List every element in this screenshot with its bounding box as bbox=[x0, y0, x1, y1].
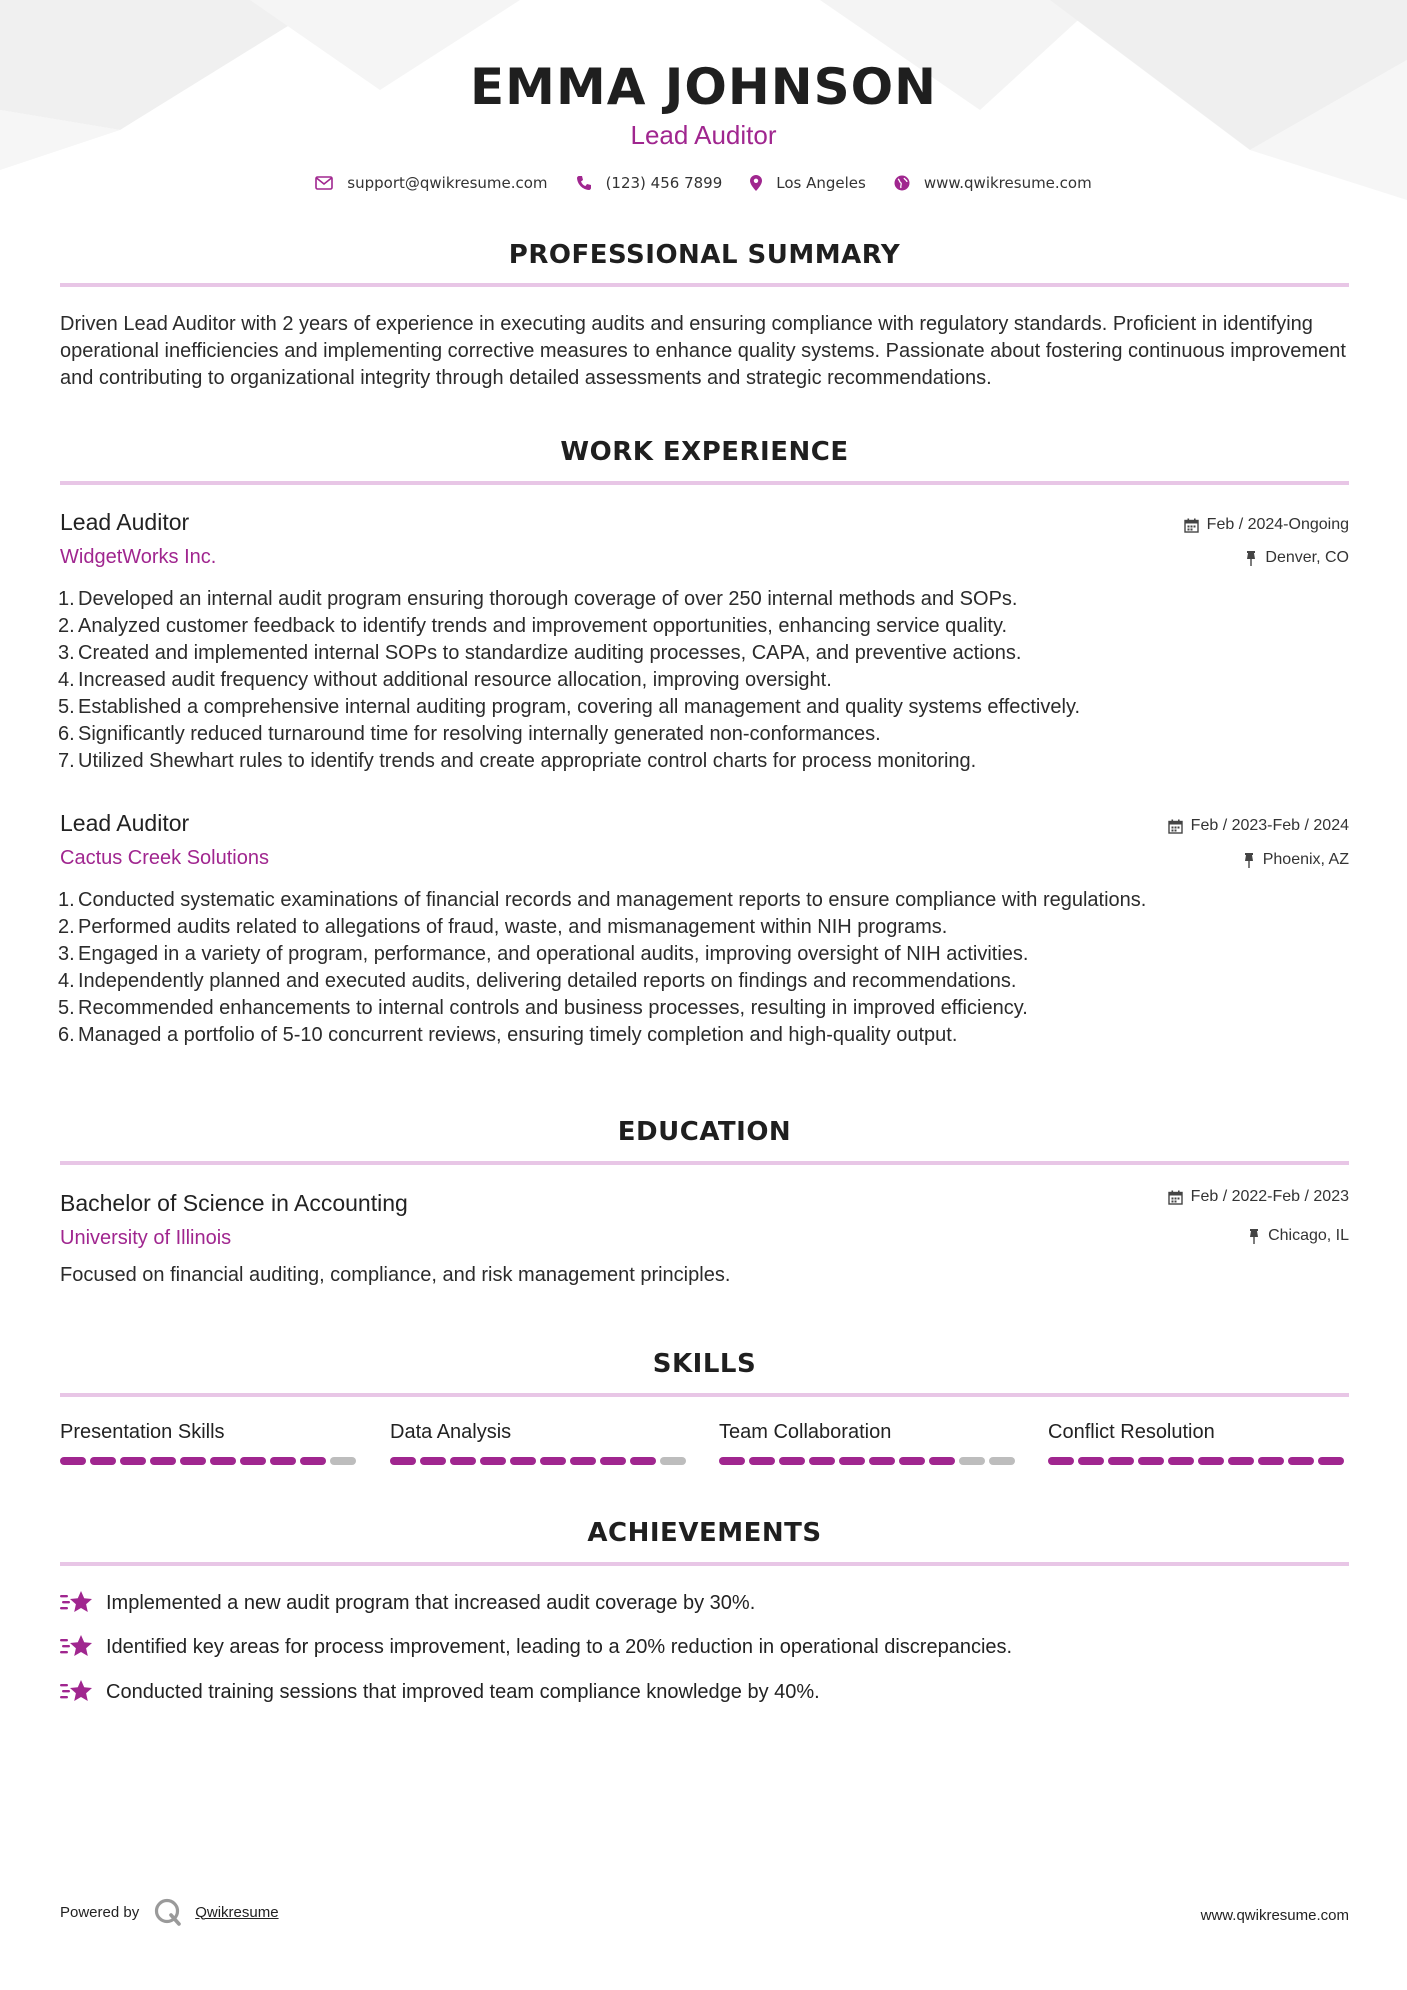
achievement-item bbox=[60, 1679, 820, 1705]
pin-icon bbox=[1243, 853, 1255, 868]
shooting-star-icon bbox=[60, 1679, 94, 1705]
skill-segment-filled bbox=[779, 1457, 805, 1465]
skill-segment-filled bbox=[929, 1457, 955, 1465]
skill-segment-filled bbox=[1318, 1457, 1344, 1465]
job-bullet-list bbox=[58, 887, 1348, 1049]
list-item: 4. Independently planned and executed audits, delivering detailed reports on findings and recommendations. bbox=[58, 970, 1017, 992]
skill-level-bar bbox=[390, 1457, 690, 1465]
education-dates bbox=[1168, 1188, 1349, 1206]
shooting-star-icon bbox=[60, 1634, 94, 1660]
skill-segment-filled bbox=[180, 1457, 206, 1465]
shooting-star-icon bbox=[60, 1590, 94, 1616]
skill-segment-filled bbox=[719, 1457, 745, 1465]
contact-website[interactable] bbox=[894, 174, 1092, 192]
job-title: Lead Auditor bbox=[60, 810, 190, 836]
phone-icon bbox=[576, 175, 592, 191]
skill-name: Data Analysis bbox=[390, 1421, 512, 1443]
skill-item bbox=[719, 1421, 1019, 1465]
qwikresume-link[interactable]: Qwikresume bbox=[195, 1903, 279, 1921]
skill-segment-filled bbox=[600, 1457, 626, 1465]
list-item: 1. Developed an internal audit program ensuring thorough coverage of over 250 internal methods and SOPs. bbox=[58, 588, 1018, 610]
footer-powered-by bbox=[60, 1897, 279, 1927]
list-item: 6. Managed a portfolio of 5-10 concurrent reviews, ensuring timely completion and high-quality output. bbox=[58, 1024, 958, 1046]
calendar-icon bbox=[1168, 819, 1183, 834]
contact-phone-text: (123) 456 7899 bbox=[605, 174, 723, 192]
globe-icon bbox=[894, 175, 910, 191]
list-item: 4. Increased audit frequency without additional resource allocation, improving oversight. bbox=[58, 669, 832, 691]
candidate-name: EMMA JOHNSON bbox=[470, 58, 937, 116]
contact-location-text: Los Angeles bbox=[776, 174, 866, 192]
education-dates-text: Feb / 2022-Feb / 2023 bbox=[1190, 1188, 1349, 1205]
contact-location bbox=[750, 174, 866, 192]
skill-segment-filled bbox=[450, 1457, 476, 1465]
skill-segment-filled bbox=[120, 1457, 146, 1465]
skill-segment-filled bbox=[150, 1457, 176, 1465]
envelope-icon bbox=[315, 176, 333, 190]
job-dates bbox=[1184, 516, 1349, 534]
footer-website[interactable]: www.qwikresume.com bbox=[1200, 1907, 1349, 1924]
achievements-divider bbox=[60, 1562, 1349, 1566]
skill-item bbox=[390, 1421, 690, 1465]
skill-segment-filled bbox=[1228, 1457, 1254, 1465]
list-item: 5. Recommended enhancements to internal controls and business processes, resulting in improved efficiency. bbox=[58, 997, 1028, 1019]
skill-segment-filled bbox=[1168, 1457, 1194, 1465]
skill-segment-filled bbox=[1288, 1457, 1314, 1465]
skill-segment-filled bbox=[1258, 1457, 1284, 1465]
skill-segment-filled bbox=[60, 1457, 86, 1465]
school-name: University of Illinois bbox=[60, 1227, 232, 1249]
job-bullet-list bbox=[58, 586, 1348, 775]
skill-segment-empty bbox=[330, 1457, 356, 1465]
job-dates-text: Feb / 2024-Ongoing bbox=[1206, 516, 1349, 533]
job-dates bbox=[1168, 817, 1349, 835]
skills-divider bbox=[60, 1393, 1349, 1397]
company-name: Cactus Creek Solutions bbox=[60, 847, 269, 869]
education-divider bbox=[60, 1161, 1349, 1165]
education-location bbox=[1248, 1227, 1349, 1245]
candidate-title: Lead Auditor bbox=[630, 120, 777, 150]
skill-segment-filled bbox=[630, 1457, 656, 1465]
skill-segment-filled bbox=[570, 1457, 596, 1465]
achievement-item bbox=[60, 1590, 755, 1616]
achievements-heading: ACHIEVEMENTS bbox=[587, 1518, 822, 1548]
skill-segment-filled bbox=[809, 1457, 835, 1465]
contact-bar bbox=[0, 174, 1407, 192]
skill-segment-filled bbox=[869, 1457, 895, 1465]
list-item: 7. Utilized Shewhart rules to identify trends and create appropriate control charts for process monitoring. bbox=[58, 750, 977, 772]
skill-segment-filled bbox=[480, 1457, 506, 1465]
map-marker-icon bbox=[750, 175, 762, 191]
skill-item bbox=[1048, 1421, 1348, 1465]
skill-segment-filled bbox=[1048, 1457, 1074, 1465]
job-location-text: Denver, CO bbox=[1265, 549, 1349, 566]
skill-item bbox=[60, 1421, 360, 1465]
pin-icon bbox=[1245, 551, 1257, 566]
list-item: 3. Engaged in a variety of program, performance, and operational audits, improving oversight of NIH activities. bbox=[58, 943, 1029, 965]
skill-segment-filled bbox=[240, 1457, 266, 1465]
list-item: 2. Performed audits related to allegations of fraud, waste, and mismanagement within NIH programs. bbox=[58, 916, 948, 938]
contact-website-text: www.qwikresume.com bbox=[923, 174, 1092, 192]
skill-segment-filled bbox=[899, 1457, 925, 1465]
skills-heading: SKILLS bbox=[652, 1349, 757, 1379]
qwikresume-logo-icon bbox=[153, 1897, 183, 1927]
skill-segment-filled bbox=[390, 1457, 416, 1465]
skill-segment-filled bbox=[420, 1457, 446, 1465]
skill-segment-filled bbox=[510, 1457, 536, 1465]
experience-divider bbox=[60, 481, 1349, 485]
education-heading: EDUCATION bbox=[617, 1117, 792, 1147]
achievement-text: Conducted training sessions that improved team compliance knowledge by 40%. bbox=[106, 1680, 820, 1703]
company-name: WidgetWorks Inc. bbox=[60, 546, 217, 568]
pin-icon bbox=[1248, 1229, 1260, 1244]
calendar-icon bbox=[1168, 1190, 1183, 1205]
skill-segment-filled bbox=[1078, 1457, 1104, 1465]
contact-phone[interactable] bbox=[576, 174, 723, 192]
education-location-text: Chicago, IL bbox=[1268, 1227, 1349, 1244]
skill-segment-filled bbox=[749, 1457, 775, 1465]
skill-segment-filled bbox=[540, 1457, 566, 1465]
achievement-text: Implemented a new audit program that increased audit coverage by 30%. bbox=[106, 1591, 756, 1614]
skill-segment-filled bbox=[90, 1457, 116, 1465]
list-item: 2. Analyzed customer feedback to identify trends and improvement opportunities, enhancing service quality. bbox=[58, 615, 1008, 637]
skill-name: Presentation Skills bbox=[60, 1421, 225, 1443]
experience-heading: WORK EXPERIENCE bbox=[560, 437, 849, 467]
skill-segment-filled bbox=[839, 1457, 865, 1465]
skill-name: Conflict Resolution bbox=[1048, 1421, 1215, 1443]
skill-level-bar bbox=[60, 1457, 360, 1465]
skill-segment-empty bbox=[660, 1457, 686, 1465]
list-item: 5. Established a comprehensive internal auditing program, covering all management and quality systems effectively. bbox=[58, 696, 1081, 718]
list-item: 6. Significantly reduced turnaround time for resolving internally generated non-conformances. bbox=[58, 723, 881, 745]
skill-segment-filled bbox=[1108, 1457, 1134, 1465]
list-item: 1. Conducted systematic examinations of financial records and management reports to ensure compliance with regulations. bbox=[58, 889, 1147, 911]
achievement-text: Identified key areas for process improvement, leading to a 20% reduction in operational discrepancies. bbox=[106, 1635, 1013, 1658]
skill-segment-empty bbox=[959, 1457, 985, 1465]
skill-level-bar bbox=[1048, 1457, 1348, 1465]
job-location bbox=[1243, 851, 1349, 869]
job-dates-text: Feb / 2023-Feb / 2024 bbox=[1190, 817, 1349, 834]
skill-segment-filled bbox=[210, 1457, 236, 1465]
list-item: 3. Created and implemented internal SOPs to standardize auditing processes, CAPA, and preventive actions. bbox=[58, 642, 1022, 664]
contact-email[interactable] bbox=[315, 174, 547, 192]
contact-email-text: support@qwikresume.com bbox=[347, 174, 548, 192]
achievement-item bbox=[60, 1634, 1012, 1660]
degree-title: Bachelor of Science in Accounting bbox=[60, 1190, 408, 1216]
job-title: Lead Auditor bbox=[60, 509, 190, 535]
education-description: Focused on financial auditing, compliance, and risk management principles. bbox=[60, 1264, 731, 1286]
skill-segment-filled bbox=[270, 1457, 296, 1465]
calendar-icon bbox=[1184, 518, 1199, 533]
skill-segment-empty bbox=[989, 1457, 1015, 1465]
skill-level-bar bbox=[719, 1457, 1019, 1465]
skill-name: Team Collaboration bbox=[719, 1421, 892, 1443]
summary-heading: PROFESSIONAL SUMMARY bbox=[508, 240, 901, 270]
job-location bbox=[1245, 549, 1349, 567]
job-location-text: Phoenix, AZ bbox=[1262, 851, 1349, 868]
skill-segment-filled bbox=[1138, 1457, 1164, 1465]
summary-divider bbox=[60, 283, 1349, 287]
skill-segment-filled bbox=[1198, 1457, 1224, 1465]
powered-by-label: Powered by bbox=[60, 1903, 140, 1921]
skill-segment-filled bbox=[300, 1457, 326, 1465]
summary-text: Driven Lead Auditor with 2 years of experience in executing audits and ensuring compliance with regulatory standards. Proficient in identifying operational inefficiencies and implementing corrective measures to enhance quality systems. Passionate about fostering continuous improvement and contributing to organizational integrity through detailed assessments and strategic recommendations. bbox=[60, 313, 1346, 389]
